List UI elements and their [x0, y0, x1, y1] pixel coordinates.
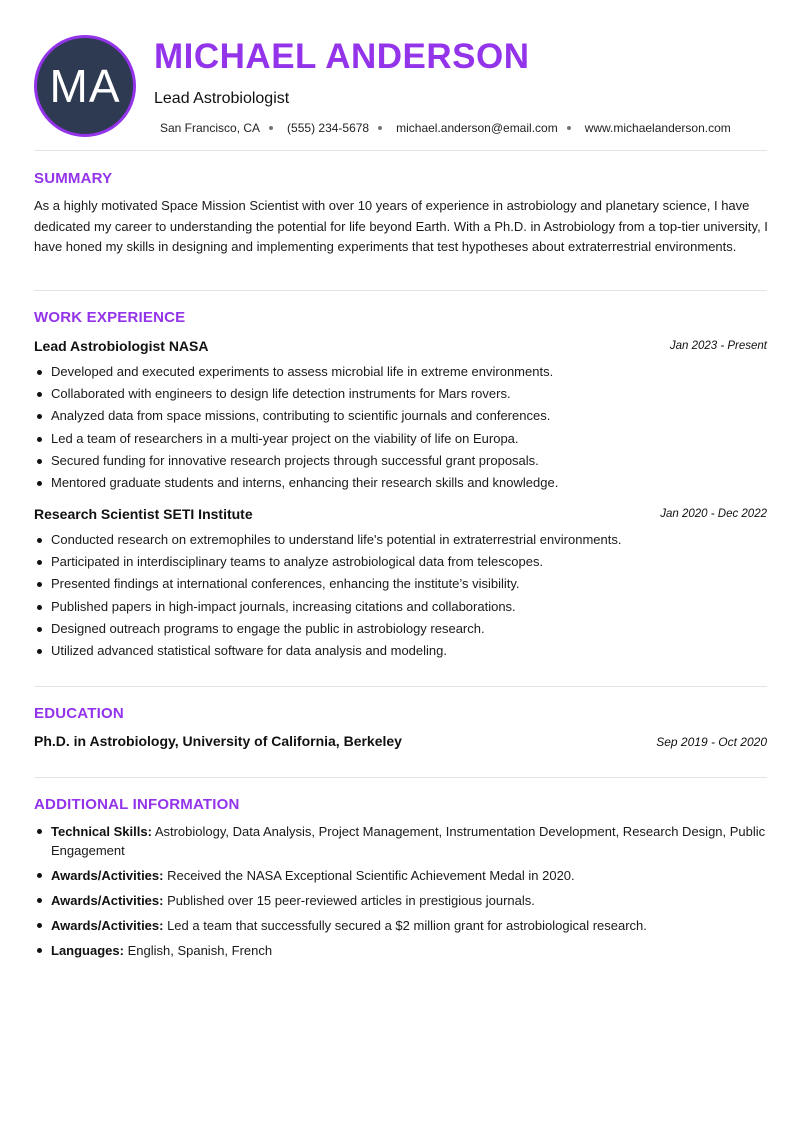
section-divider: [34, 290, 767, 291]
contact-email[interactable]: michael.anderson@email.com: [396, 121, 558, 135]
info-label: Awards/Activities:: [51, 918, 164, 933]
list-item: Developed and executed experiments to assess microbial life in extreme environments.: [34, 361, 767, 383]
section-divider: [34, 150, 767, 151]
contact-phone: (555) 234-5678: [287, 121, 370, 135]
list-item: Utilized advanced statistical software for data analysis and modeling.: [34, 640, 767, 662]
info-text: Received the NASA Exceptional Scientific Achievement Medal in 2020.: [163, 868, 575, 883]
list-item: Conducted research on extremophiles to understand life's potential in extraterrestrial environments.: [34, 529, 767, 551]
job-dates: Jan 2020 - Dec 2022: [660, 508, 767, 520]
separator-dot: [378, 126, 382, 130]
info-text: Led a team that successfully secured a $2 million grant for astrobiological research.: [163, 918, 647, 933]
info-text: Astrobiology, Data Analysis, Project Management, Instrumentation Development, Research Design, Public Engagement: [51, 824, 766, 858]
job-title: Lead Astrobiologist: [154, 90, 290, 107]
list-item: Presented findings at international conferences, enhancing the institute’s visibility.: [34, 573, 767, 595]
contact-website[interactable]: www.michaelanderson.com: [584, 121, 731, 135]
info-label: Awards/Activities:: [51, 868, 164, 883]
separator-dot: [269, 126, 273, 130]
list-item: Mentored graduate students and interns, enhancing their research skills and knowledge.: [34, 472, 767, 494]
additional-info-list: [34, 822, 767, 966]
job-role: Research Scientist SETI Institute: [34, 506, 253, 522]
candidate-name: MICHAEL ANDERSON: [154, 37, 530, 76]
avatar: [34, 35, 136, 137]
education-heading: EDUCATION: [34, 705, 124, 722]
info-label: Technical Skills:: [51, 824, 152, 839]
list-item: [34, 916, 767, 935]
list-item: [34, 941, 767, 960]
list-item: [34, 822, 767, 860]
list-item: Analyzed data from space missions, contributing to scientific journals and conferences.: [34, 405, 767, 427]
contact-location: San Francisco, CA: [160, 121, 261, 135]
separator-dot: [567, 126, 571, 130]
list-item: Designed outreach programs to engage the public in astrobiology research.: [34, 618, 767, 640]
job-dates: Jan 2023 - Present: [669, 340, 767, 352]
job-bullets: [34, 361, 767, 494]
education-dates: Sep 2019 - Oct 2020: [656, 735, 767, 749]
additional-info-heading: ADDITIONAL INFORMATION: [34, 796, 240, 813]
work-experience-heading: WORK EXPERIENCE: [34, 309, 186, 326]
job-header: [34, 338, 767, 356]
education-entry: [34, 733, 767, 751]
list-item: Secured funding for innovative research projects through successful grant proposals.: [34, 450, 767, 472]
summary-heading: SUMMARY: [34, 170, 113, 187]
list-item: Published papers in high-impact journals, increasing citations and collaborations.: [34, 596, 767, 618]
job-bullets: [34, 529, 767, 662]
degree: Ph.D. in Astrobiology, University of California, Berkeley: [34, 733, 402, 749]
list-item: Participated in interdisciplinary teams to analyze astrobiological data from telescopes.: [34, 551, 767, 573]
info-label: Awards/Activities:: [51, 893, 164, 908]
summary-text: As a highly motivated Space Mission Scientist with over 10 years of experience in astrobiology and planetary science, I have dedicated my career to understanding the potential for life beyond Earth. With a Ph.D. in Astrobiology from a top-tier university, I have honed my skills in designing and implementing experiments that test hypotheses about extraterrestrial environments.: [34, 198, 768, 254]
job-header: [34, 506, 767, 524]
list-item: Collaborated with engineers to design life detection instruments for Mars rovers.: [34, 383, 767, 405]
info-text: Published over 15 peer-reviewed articles in prestigious journals.: [163, 893, 535, 908]
avatar-initials: MA: [49, 60, 121, 112]
section-divider: [34, 777, 767, 778]
section-divider: [34, 686, 767, 687]
info-text: English, Spanish, French: [123, 943, 273, 958]
contact-info: [160, 120, 731, 136]
list-item: [34, 891, 767, 910]
job-role: Lead Astrobiologist NASA: [34, 338, 209, 354]
list-item: Led a team of researchers in a multi-year project on the viability of life on Europa.: [34, 428, 767, 450]
info-label: Languages:: [51, 943, 124, 958]
list-item: [34, 866, 767, 885]
